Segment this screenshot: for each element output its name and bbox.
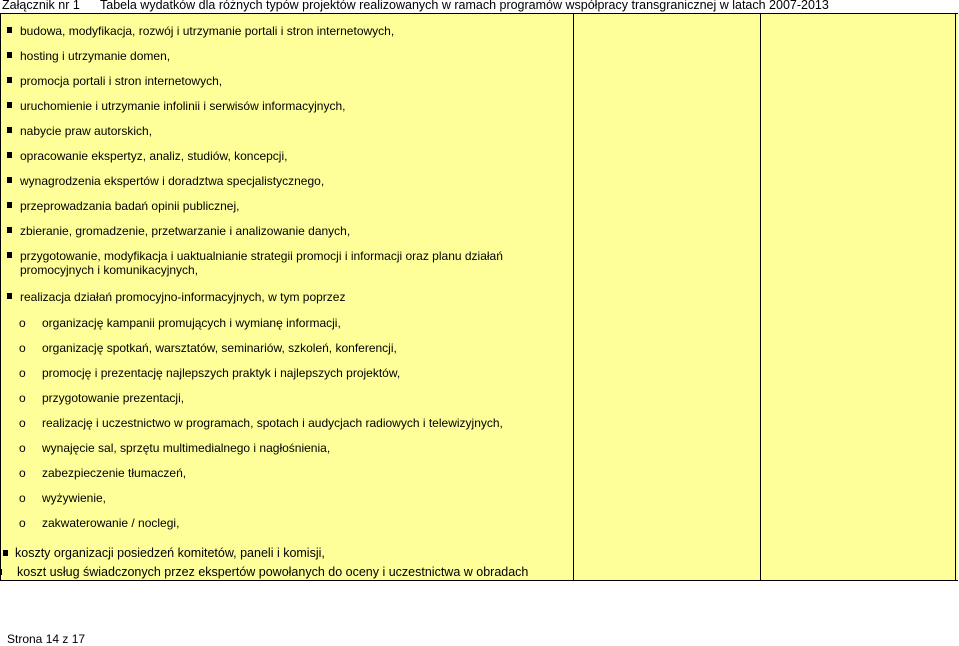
square-bullet-icon <box>7 77 12 83</box>
circle-bullet-icon: o <box>19 391 26 405</box>
square-bullet-icon <box>7 252 12 258</box>
page-header <box>0 0 959 14</box>
table-left-border <box>0 13 1 581</box>
circle-bullet-icon: o <box>19 516 26 530</box>
square-bullet-icon <box>7 152 12 158</box>
circle-bullet-icon: o <box>19 366 26 380</box>
circle-bullet-icon: o <box>19 466 26 480</box>
circle-bullet-icon: o <box>19 491 26 505</box>
square-bullet-icon <box>7 127 12 133</box>
annex-label: Załącznik nr 1 <box>2 0 80 12</box>
square-bullet-icon <box>0 569 2 575</box>
square-bullet-icon <box>7 52 12 58</box>
table-right-border <box>955 13 956 581</box>
table-top-border <box>0 13 958 14</box>
square-bullet-icon <box>7 293 12 299</box>
table-title: Tabela wydatków dla różnych typów projektów realizowanych w ramach programów współpracy transgranicznej w latach 2007-2013 <box>100 0 829 12</box>
circle-bullet-icon: o <box>19 441 26 455</box>
circle-bullet-icon: o <box>19 341 26 355</box>
square-bullet-icon <box>7 202 12 208</box>
square-bullet-icon <box>7 227 12 233</box>
page-number: Strona 14 z 17 <box>7 632 86 646</box>
square-bullet-icon <box>7 177 12 183</box>
square-bullet-icon <box>7 102 12 108</box>
circle-bullet-icon: o <box>19 316 26 330</box>
column-divider-2 <box>760 13 761 581</box>
column-divider-1 <box>573 13 574 581</box>
square-bullet-icon <box>7 27 12 33</box>
circle-bullet-icon: o <box>19 416 26 430</box>
square-bullet-icon <box>3 550 8 556</box>
expense-table: budowa, modyfikacja, rozwój i utrzymanie portali i stron internetowych, hosting i utrzymanie domen, promocja portali i stron internetowych, uruchomienie i utrzymanie infolinii i serwisów informacyjnych, nabycie praw autorskich, opracowanie ekspertyz, analiz, studiów, koncepcji, wynagrodzenia ekspertów i doradztwa specjalistycznego, przeprowadzania badań opinii publicznej, zbieranie, gromadzenie, przetwarzanie i analizowanie danych, przygotowanie, modyfikacja i uaktualnianie strategii promocji i informacji oraz planu działań promocyjnych i komunikacyjnych, realizacja działań promocyjno-informacyjnych, w tym poprzez o organizację kampanii promujących i wymianę informacji, o organizację spotkań, warsztatów, seminariów, szkoleń, konferencji, o promocję i prezentację najlepszych praktyk i najlepszych projektów, o przygotowanie prezentacji, o realizację i uczestnictwo w programach, spotach i audycjach radiowych i telewizyjnych, o wynajęcie sal, sprzętu multimedialnego i nagłośnienia, o zabezpieczenie tłumaczeń, o wyżywienie, o zakwaterowanie / noclegi, koszty organizacji posiedzeń komitetów, paneli i komisji, koszt usług świadczonych przez ekspertów powołanych do oceny i uczestnictwa w obradach <box>0 13 958 581</box>
table-bottom-border <box>0 580 958 581</box>
